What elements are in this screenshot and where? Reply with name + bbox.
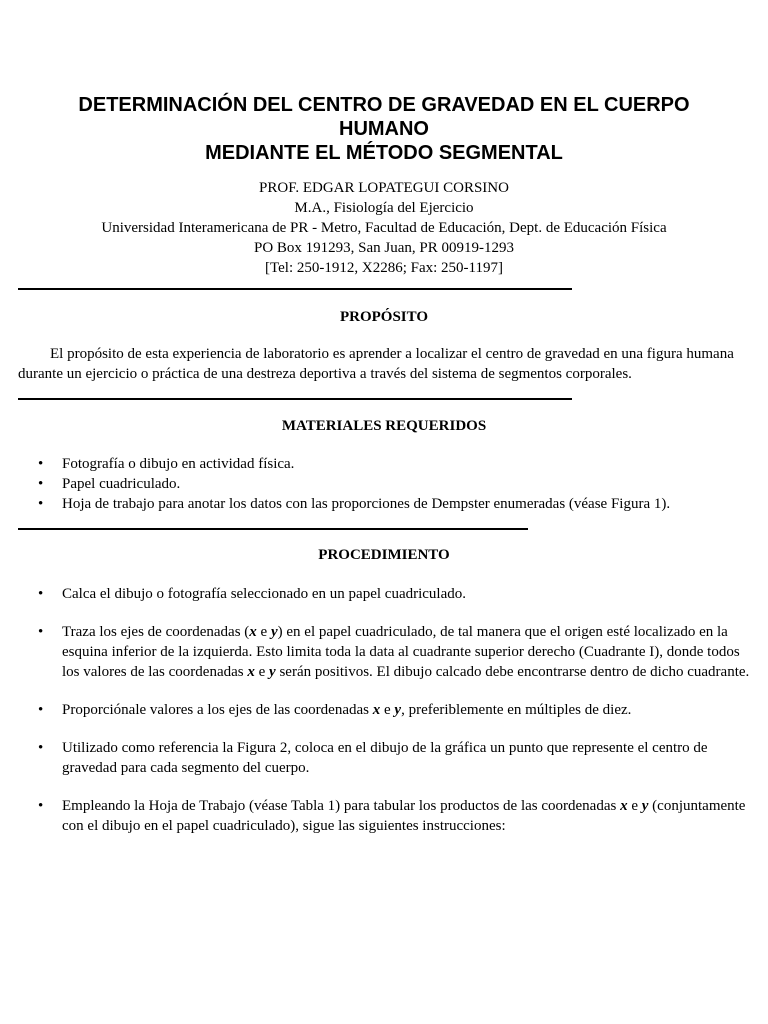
section-heading-materiales: MATERIALES REQUERIDOS <box>281 418 487 434</box>
list-item-text: Calca el dibujo o fotografía seleccionado en un papel cuadriculado. <box>62 586 467 602</box>
bullet-icon: • <box>38 456 44 472</box>
list-item <box>18 474 750 494</box>
divider-1 <box>18 288 572 290</box>
variable-x: x <box>249 624 257 640</box>
author-degree: M.A., Fisiología del Ejercicio <box>294 200 474 216</box>
list-item-text <box>62 624 749 680</box>
document-title <box>18 93 750 165</box>
variable-x: x <box>620 798 628 814</box>
list-item <box>18 700 750 720</box>
document-page <box>18 93 750 836</box>
text-fragment: Traza los ejes de coordenadas ( <box>62 624 250 640</box>
text-fragment: Proporciónale valores a los ejes de las coordenadas <box>62 702 373 718</box>
list-item <box>18 622 750 682</box>
author-address: PO Box 191293, San Juan, PR 00919-1293 <box>253 240 515 256</box>
variable-y: y <box>394 702 402 718</box>
list-item-text: Fotografía o dibujo en actividad física. <box>62 456 295 472</box>
list-item <box>18 454 750 474</box>
materiales-list <box>18 454 750 514</box>
list-item-text: Utilizado como referencia la Figura 2, coloca en el dibujo de la gráfica un punto que represente el centro de gravedad para cada segmento del cuerpo. <box>62 740 708 776</box>
variable-x: x <box>247 664 255 680</box>
list-item <box>18 494 750 514</box>
conjunction: e <box>260 624 268 640</box>
conjunction: e <box>383 702 391 718</box>
divider-2 <box>18 398 572 400</box>
variable-x: x <box>372 702 381 718</box>
author-phone: [Tel: 250-1912, X2286; Fax: 250-1197] <box>265 260 503 276</box>
title-line-1: DETERMINACIÓN DEL CENTRO DE GRAVEDAD EN EL CUERPO <box>78 94 690 116</box>
bullet-icon: • <box>38 702 44 718</box>
text-fragment: ) en el papel cuadriculado, de tal manera que el origen esté localizado en la esquina inferior de la izquierda. Esto limita toda la data al cuadrante superior derecho (Cuadrante I), donde todos los valores de las coordenadas <box>62 624 740 680</box>
list-item-text: Hoja de trabajo para anotar los datos con las proporciones de Dempster enumeradas (véase Figura 1). <box>62 496 671 512</box>
title-line-3: MEDIANTE EL MÉTODO SEGMENTAL <box>205 142 563 164</box>
conjunction: e <box>631 798 638 814</box>
bullet-icon: • <box>38 496 44 512</box>
bullet-icon: • <box>38 586 44 602</box>
bullet-icon: • <box>38 624 44 640</box>
text-fragment: (conjuntamente con el dibujo en el papel cuadriculado), sigue las siguientes instrucciones: <box>62 798 746 834</box>
divider-3 <box>18 528 528 530</box>
bullet-icon: • <box>38 740 44 756</box>
section-heading-proposito: PROPÓSITO <box>339 309 429 325</box>
author-institution: Universidad Interamericana de PR - Metro, Facultad de Educación, Dept. de Educación Física <box>101 220 667 236</box>
variable-y: y <box>269 664 276 680</box>
list-item <box>18 584 750 604</box>
list-item-text: Papel cuadriculado. <box>62 476 181 492</box>
bullet-icon: • <box>38 798 44 814</box>
author-name: PROF. EDGAR LOPATEGUI CORSINO <box>259 180 509 196</box>
proposito-paragraph: El propósito de esta experiencia de laboratorio es aprender a localizar el centro de gravedad en una figura humana durante un ejercicio o práctica de una destreza deportiva a través del sistema de segmentos corporales. <box>18 346 734 382</box>
section-heading-procedimiento: PROCEDIMIENTO <box>318 547 450 563</box>
text-fragment: , preferiblemente en múltiples de diez. <box>401 702 632 718</box>
author-block <box>18 178 750 278</box>
text-fragment: serán positivos. El dibujo calcado debe encontrarse dentro de dicho cuadrante. <box>275 664 750 680</box>
variable-y: y <box>641 798 649 814</box>
text-fragment: Empleando la Hoja de Trabajo (véase Tabla 1) para tabular los productos de las coordenadas <box>62 798 621 814</box>
bullet-icon: • <box>38 476 44 492</box>
title-line-2: HUMANO <box>339 118 429 140</box>
list-item <box>18 796 750 836</box>
conjunction: e <box>258 664 266 680</box>
list-item-text <box>62 798 745 834</box>
variable-y: y <box>270 624 278 640</box>
procedimiento-list <box>18 584 750 836</box>
list-item <box>18 738 750 778</box>
list-item-text <box>62 702 631 718</box>
